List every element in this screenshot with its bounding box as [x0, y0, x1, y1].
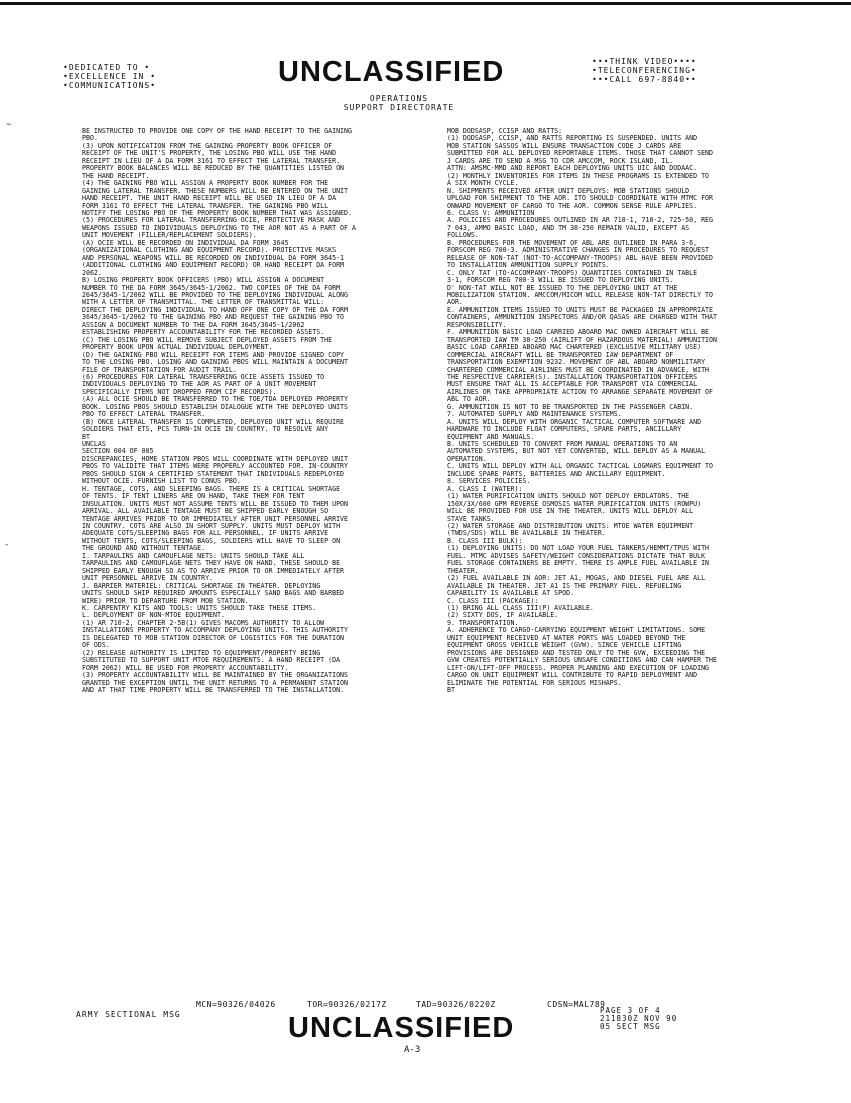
message-line: (B) ONCE LATERAL TRANSFER IS COMPLETED, DEPLOYED UNIT WILL REQUIRE [82, 418, 345, 426]
message-line: MOB STATION SASSOS WILL ENSURE TRANSACTION CODE J CARDS ARE [447, 142, 682, 150]
message-line: F. AMMUNITION BASIC LOAD CARRIED ABOARD MAC OWNED AIRCRAFT WILL BE [447, 329, 710, 337]
message-line: WILL BE PROVIDED FOR USE IN THE THEATER. UNITS WILL DEPLOY ALL [447, 508, 694, 516]
message-line: IN COUNTRY. COTS ARE ALSO IN SHORT SUPPLY. UNITS MUST DEPLOY WITH [82, 523, 341, 531]
message-line: ADEQUATE COTS/SLEEPING BAGS FOR ALL PERSONNEL. IF UNITS ARRIVE [82, 530, 329, 538]
message-line: UNIT PERSONNEL ARRIVE IN COUNTRY. [82, 575, 214, 583]
message-line: RECEIPT IN LIEU OF A DA FORM 3161 TO EFFECT THE LATERAL TRANSFER. [82, 157, 341, 165]
page-info [600, 1007, 677, 1031]
message-line: BT [447, 686, 455, 694]
message-line: FUEL STORAGE CONTAINERS BE EMPTY. THERE IS AMPLE FUEL AVAILABLE IN [447, 560, 710, 568]
message-line: ASSIGN A DOCUMENT NUMBER TO THE DA FORM 3645/3645-1/2062 [82, 321, 305, 329]
message-line: THE RESPECTIVE CARRIER(S). INSTALLATION TRANSPORTATION OFFICERS [447, 373, 698, 381]
message-line: 150X/3X/600 GPM REVERSE OSMOSIS WATER PURIFICATION UNITS (ROWPU) [447, 500, 702, 508]
message-line: (D) THE GAINING PBO WILL RECEIPT FOR ITEMS AND PROVIDE SIGNED COPY [82, 351, 345, 359]
message-line: INSULATION. UNITS MUST NOT ASSUME TENTS WILL BE ISSUED TO THEM UPON [82, 500, 348, 508]
message-body-left [82, 128, 412, 694]
message-line: (1) AR 710-2, CHAPTER 2-5B(1) GIVES MACOMS AUTHORITY TO ALLOW [82, 619, 325, 627]
message-line: CONTAINERS, AMMUNITION INSPECTORS AND/OR QASAS ARE CHARGED WITH THAT [447, 314, 717, 322]
message-line: B. PROCEDURES FOR THE MOVEMENT OF ABL ARE OUTLINED IN PARA 3-6, [447, 239, 698, 247]
motto-banner [63, 63, 183, 90]
motto-line: •COMMUNICATIONS• [63, 81, 157, 90]
message-line: HAND RECEIPT. THE UNIT HAND RECEIPT WILL BE USED IN LIEU OF A DA [82, 195, 337, 203]
message-line: OF TENTS. IF TENT LINERS ARE ON HAND, TAKE THEM FOR TENT [82, 493, 305, 501]
message-line: SECTION 004 OF 005 [82, 448, 154, 456]
message-line: COMMERCIAL AIRCRAFT WILL BE TRANSPORTED IAW DEPARTMENT OF [447, 351, 674, 359]
message-line: (C) THE LOSING PBO WILL REMOVE SUBJECT DEPLOYED ASSETS FROM THE [82, 336, 333, 344]
message-line: A. POLICIES AND PROCEDURES OUTLINED IN AR 710-1, 710-2, 725-50, REG [447, 217, 713, 225]
office-line: SUPPORT DIRECTORATE [343, 103, 455, 112]
message-line: (A) ALL OCIE SHOULD BE TRANSFERRED TO THE TOE/TDA DEPLOYED PROPERTY [82, 396, 348, 404]
message-line: PBO TO EFFECT LATERAL TRANSFER. [82, 411, 206, 419]
message-line: BE INSTRUCTED TO PROVIDE ONE COPY OF THE HAND RECEIPT TO THE GAINING [82, 128, 352, 135]
message-line: 6. CLASS V: AMMUNITION [447, 209, 535, 217]
message-line: SPECIFICALLY ITEMS NOT DROPPED FROM CIF RECORDS). [82, 388, 277, 396]
message-line: N. SHIPMENTS RECEIVED AFTER UNIT DEPLOYS: MOB STATIONS SHOULD [447, 187, 690, 195]
message-line: (2) WATER STORAGE AND DISTRIBUTION UNITS: MTOE WATER EQUIPMENT [447, 523, 694, 531]
message-line: SHIPPED EARLY ENOUGH SO AS TO ARRIVE PRIOR TO OR IMMEDIATELY AFTER [82, 567, 345, 575]
message-line: INSTALLATIONS PROPERTY TO ACCOMPANY DEPLOYING UNITS. THIS AUTHORITY [82, 627, 348, 635]
message-line: H. TENTAGE, COTS, AND SLEEPING BAGS. THERE IS A CRITICAL SHORTAGE [82, 485, 341, 493]
message-line: DIRECT THE DEPLOYING INDIVIDUAL TO HAND OFF ONE COPY OF THE DA FORM [82, 306, 348, 314]
message-line: J. BARRIER MATERIEL: CRITICAL SHORTAGE IN THEATER. DEPLOYING [82, 582, 321, 590]
promo-line: •••CALL 697-8840•• [592, 75, 697, 84]
message-line: (3) UPON NOTIFICATION FROM THE GAINING PROPERTY BOOK OFFICER OF [82, 142, 333, 150]
routing-mcn: MCN=90326/04026 [196, 1000, 276, 1009]
message-line: FUEL. MTMC ADVISES SAFETY/WEIGHT CONSIDERATIONS DICTATE THAT BULK [447, 552, 706, 560]
message-line: THE GROUND AND WITHOUT TENTAGE. [82, 545, 206, 553]
message-line: OF ODS. [82, 642, 110, 650]
message-line: C. UNITS WILL DEPLOY WITH ALL ORGANIC TACTICAL LOGMARS EQUIPMENT TO [447, 463, 713, 471]
message-line: ABL TO AOR. [447, 396, 491, 404]
message-line: ELIMINATE THE POTENTIAL FOR SERIOUS MISHAPS. [447, 679, 622, 687]
message-line: (6) PROCEDURES FOR LATERAL TRANSFERRING OCIE ASSETS ISSUED TO [82, 373, 325, 381]
message-line: ESTABLISHING PROPERTY ACCOUNTABILITY FOR THE RECORDED ASSETS. [82, 329, 325, 337]
message-line: PROVISIONS ARE DESIGNED AND TESTED ONLY TO THE GVW, EXCEEDING THE [447, 649, 706, 657]
message-line: K. CARPENTRY KITS AND TOOLS: UNITS SHOULD TAKE THESE ITEMS. [82, 605, 317, 612]
message-line: 7. AUTOMATED SUPPLY AND MAINTENANCE SYSTEMS. [447, 411, 622, 419]
message-line: FOLLOWS. [447, 232, 479, 240]
message-line: WITH A LETTER OF TRANSMITTAL. THE LETTER OF TRANSMITTAL WILL: [82, 299, 325, 307]
message-line: UNITS SHOULD SHIP REQUIRED AMOUNTS ESPECIALLY SAND BAGS AND BARBED [82, 590, 345, 598]
message-line: BASIC LOAD CARRIED ABOARD MAC CHARTERED (EXCLUSIVE MILITARY USE) [447, 344, 702, 352]
message-line: INDIVIDUALS DEPLOYING TO THE AOR AS PART OF A UNIT MOVEMENT [82, 381, 317, 389]
message-line: THE HAND RECEIPT. [82, 172, 150, 180]
message-line: 8. SERVICES POLICIES. [447, 478, 531, 486]
message-line: D' NON-TAT WILL NOT BE ISSUED TO THE DEPLOYING UNIT AT THE [447, 284, 678, 292]
message-line: MOBILIZATION STATION. AMCCOM/MICOM WILL RELEASE NON-TAT DIRECTLY TO [447, 291, 713, 299]
motto-line: •DEDICATED TO • [63, 63, 151, 72]
message-line: 7 043, AMMO BASIC LOAD, AND TM 38-250 REMAIN VALID, EXCEPT AS [447, 224, 690, 232]
scan-mark: ~ [6, 120, 12, 130]
message-line: FORSCOM REG 700-3. ADMINISTRATIVE CHANGES IN PROCEDURES TO REQUEST [447, 247, 710, 255]
message-line: (2) SIXTY DOS, IF AVAILABLE. [447, 612, 559, 620]
classification-header: UNCLASSIFIED [278, 56, 505, 88]
message-line: UNIT MOVEMENT (FILLER/REPLACEMENT SOLDIERS). [82, 232, 257, 240]
page-info-line: 211830Z NOV 90 [600, 1014, 678, 1023]
message-line: AUTOMATED SYSTEMS, BUT NOT YET CONVERTED, WILL DEPLOY AS A MANUAL [447, 448, 706, 456]
message-line: CARGO ON UNIT EQUIPMENT WILL CONTRIBUTE TO RAPID DEPLOYMENT AND [447, 672, 698, 680]
message-line: IS DELEGATED TO MOB STATION DIRECTOR OF LOGISTICS FOR THE DURATION [82, 634, 345, 642]
message-line: (4) THE GAINING PBO WILL ASSIGN A PROPERTY BOOK NUMBER FOR THE [82, 180, 329, 188]
message-line: NOTIFY THE LOSING PBO OF THE PROPERTY BOOK NUMBER THAT WAS ASSIGNED. [82, 209, 352, 217]
message-line: J CARDS ARE TO SEND A MSG TO CDR AMCCOM, ROCK ISLAND, IL. [447, 157, 674, 165]
message-line: C. CLASS III (PACKAGE): [447, 597, 539, 605]
message-line: BOOK. LOSING PBOS SHOULD ESTABLISH DIALOGUE WITH THE DEPLOYED UNITS [82, 403, 348, 411]
message-line: AOR. [447, 299, 463, 307]
message-line: 2062. [82, 269, 102, 277]
message-line: (ORGANIZATIONAL CLOTHING AND EQUIPMENT RECORD). PROTECTIVE MASKS [82, 247, 337, 255]
message-line: L. DEPLOYMENT OF NON-MTOE EQUIPMENT. [82, 612, 225, 620]
message-line: I. TARPAULINS AND CAMOUFLAGE NETS: UNITS SHOULD TAKE ALL [82, 552, 305, 560]
office-line: OPERATIONS [369, 94, 429, 103]
message-line: 3645/3645-1/2062 TO THE GAINING PBO AND REQUEST THE GAINING PBO TO [82, 314, 345, 322]
message-type: ARMY SECTIONAL MSG [76, 1010, 181, 1019]
message-line: OPERATION. [447, 455, 487, 463]
message-line: GRANTED THE EXCEPTION UNTIL THE UNIT RETURNS TO A PERMANENT STATION [82, 679, 348, 687]
message-line: MOB DODSASP, CCISP AND RATTS: [447, 128, 563, 135]
message-line: (3) PROPERTY ACCOUNTABILITY WILL BE MAINTAINED BY THE ORGANIZATIONS [82, 672, 348, 680]
message-line: (A) OCIE WILL BE RECORDED ON INDIVIDUAL DA FORM 3645 [82, 239, 289, 247]
message-line: PBOS SHOULD SIGN A CERTIFIED STATEMENT THAT INDIVIDUALS REDEPLOYED [82, 470, 345, 478]
message-line: HARDWARE TO INCLUDE FLOAT COMPUTERS, SPARE PARTS, ANCILLARY [447, 426, 682, 434]
message-line: (1) DEPLOYING UNITS: DO NOT LOAD YOUR FUEL TANKERS/HEMMT/TPUS WITH [447, 545, 710, 553]
message-line: AIRLINES OR TAKE APPROPRIATE ACTION TO ARRANGE SEPARATE MOVEMENT OF [447, 388, 713, 396]
message-line: AND PERSONAL WEAPONS WILL BE RECORDED ON INDIVIDUAL DA FORM 3645-1 [82, 254, 345, 262]
message-line: EQUIPMENT GROSS VEHICLE WEIGHT (GVW). SINCE VEHICLE LIFTING [447, 642, 682, 650]
scan-mark: - [4, 540, 10, 550]
message-line: INCLUDE SPARE PARTS, BATTERIES AND ANCILLARY EQUIPMENT. [447, 470, 666, 478]
page-info-line: 05 SECT MSG [600, 1022, 661, 1031]
message-line: FORM 3161 TO EFFECT THE LATERAL TRANSFER. THE GAINING PBO WILL [82, 202, 329, 210]
message-line: WEAPONS ISSUED TO INDIVIDUALS DEPLOYING TO THE AOR NOT AS A PART OF A [82, 224, 356, 232]
message-line: B. UNITS SCHEDULED TO CONVERT FROM MANUAL OPERATIONS TO AN [447, 441, 678, 449]
message-line: TRANSPORTATION EXEMPTION 9232. MOVEMENT OF ABL ABOARD NONMILITARY [447, 359, 706, 367]
message-line: WIRE) PRIOR TO DEPARTURE FROM MOB STATION. [82, 597, 249, 605]
message-line: BT [82, 433, 90, 441]
classification-footer: UNCLASSIFIED [288, 1012, 515, 1044]
message-line: DISCREPANCIES, HOME STATION PBOS WILL COORDINATE WITH DEPLOYED UNIT [82, 455, 348, 463]
message-line: TO INSTALLATION AMMUNITION SUPPLY POINTS. [447, 262, 610, 270]
top-rule [0, 2, 851, 5]
message-line: EQUIPMENT AND MANUALS. [447, 433, 535, 441]
message-line: 3-1, FORSCOM REG 700-3 WILL BE ISSUED TO DEPLOYING UNITS. [447, 277, 674, 285]
message-line: (1) BRING ALL CLASS III(P) AVAILABLE. [447, 605, 594, 612]
message-line: PROPERTY BOOK UPON ACTUAL INDIVIDUAL DEPLOYMENT. [82, 344, 273, 352]
message-line: B) LOSING PROPERTY BOOK OFFICERS (PBO) WILL ASSIGN A DOCUMENT [82, 277, 325, 285]
message-line: PBO. [82, 135, 98, 143]
message-line: A. CLASS I (WATER): [447, 485, 523, 493]
message-line: SOLDIERS THAT ETS, PCS TURN-IN OCIE IN COUNTRY. TO RESOLVE ANY [82, 426, 329, 434]
routing-tad: TAD=90326/0220Z [416, 1000, 496, 1009]
message-line: RECEIPT OF THE UNIT'S PROPERTY, THE LOSING PBO WILL USE THE HAND [82, 150, 337, 158]
message-line: SUBSTITUTED TO SUPPORT UNIT MTOE REQUIREMENTS. A HAND RECEIPT (DA [82, 657, 341, 665]
message-line: C. ONLY TAT (TO-ACCOMPANY-TROOPS) QUANTITIES CONTAINED IN TABLE [447, 269, 698, 277]
message-line: ARRIVAL. ALL AVAILABLE TENTAGE MUST BE SHIPPED EARLY ENOUGH SO [82, 508, 329, 516]
message-line: (5) PROCEDURES FOR LATERAL TRANSFERRING OCIE, PROTECTIVE MASK AND [82, 217, 341, 225]
motto-line: •EXCELLENCE IN • [63, 72, 157, 81]
message-line: AVAILABLE IN THEATER. JET A1 IS THE PRIMARY FUEL. REFUELING [447, 582, 682, 590]
routing-tor: TOR=90326/0217Z [307, 1000, 387, 1009]
message-line: A. ADHERENCE TO CARGO-CARRYING EQUIPMENT WEIGHT LIMITATIONS. SOME [447, 627, 706, 635]
message-line: GAINING LATERAL TRANSFER. THESE NUMBERS WILL BE ENTERED ON THE UNIT [82, 187, 348, 195]
message-line: PBOS TO VALIDITE THAT ITEMS WERE PROPERLY ACCOUNTED FOR. IN-COUNTRY [82, 463, 348, 471]
message-body-right [447, 128, 782, 694]
office-heading [300, 94, 498, 112]
message-line: ATTN: AMSMC-MMD AND REPORT EACH DEPLOYING UNITS UIC AND DODAAC. [447, 165, 698, 173]
message-line: CHARTERED COMMERCIAL AIRLINES MUST BE COORDINATED IN ADVANCE, WITH [447, 366, 710, 374]
message-line: PROPERTY BOOK BALANCES WILL BE REDUCED BY THE QUANTITIES LISTED ON [82, 165, 345, 173]
message-line: GVW CREATES POTENTIALLY SERIOUS UNSAFE CONDITIONS AND CAN HAMPER THE [447, 657, 717, 665]
message-line: NUMBER TO THE DA FORM 3645/3645-1/2062. TWO COPIES OF THE DA FORM [82, 284, 341, 292]
promo-banner [592, 57, 742, 84]
message-line: UPLOAD FOR SHIPMENT TO THE AOR. ITO SHOULD COORDINATE WITH MTMC FOR [447, 195, 713, 203]
message-line: 2645/3645-1/2062 WILL BE PROVIDED TO THE DEPLOYING INDIVIDUAL ALONG [82, 291, 348, 299]
message-line: TO THE LOSING PBO. LOSING AND GAINING PBOS WILL MAINTAIN A DOCUMENT [82, 359, 348, 367]
message-line: WITHOUT OCIE. FURNISH LIST TO CONUS PBO. [82, 478, 241, 486]
message-line: STAVE TANKS. [447, 515, 495, 523]
message-line: (2) FUEL AVAILABLE IN AOR: JET A1, MOGAS, AND DIESEL FUEL ARE ALL [447, 575, 706, 583]
message-line: FORM 2062) WILL BE USED FOR PROPERTY ACCOUNTABILITY. [82, 664, 289, 672]
message-line: LIFT-ON/LIFT-OFF PROCESS. PROPER PLANNING AND EXECUTION OF LOADING [447, 664, 710, 672]
message-line: UNIT EQUIPMENT RECEIVED AT WATER PORTS WAS LOADED BEYOND THE [447, 634, 686, 642]
page-number: A-3 [404, 1045, 421, 1055]
message-line: AND AT THAT TIME PROPERTY WILL BE TRANSFERRED TO THE INSTALLATION. [82, 686, 345, 694]
message-line: (2) MONTHLY INVENTORIES FOR ITEMS IN THESE PROGRAMS IS EXTENDED TO [447, 172, 710, 180]
message-line: CAPABILITY IS AVAILABLE AT SPOD. [447, 590, 575, 598]
message-line: 9. TRANSPORTATION. [447, 619, 519, 627]
message-line: ONWARD MOVEMENT OF CARGO TO THE AOR. COMMON SENSE RULE APPLIES. [447, 202, 698, 210]
promo-line: •••THINK VIDEO•••• [592, 57, 697, 66]
message-line: RELEASE OF NON-TAT (NOT-TO-ACCOMPANY-TROOPS) ABL HAVE BEEN PROVIDED [447, 254, 713, 262]
message-line: RESPONSIBILITY. [447, 321, 507, 329]
message-line: A. UNITS WILL DEPLOY WITH ORGANIC TACTICAL COMPUTER SOFTWARE AND [447, 418, 702, 426]
message-line: TARPAULINS AND CAMOUFLAGE NETS THEY HAVE ON HAND. THESE SHOULD BE [82, 560, 341, 568]
message-line: FILE OF TRANSPORTATION FOR AUDIT TRAIL. [82, 366, 237, 374]
message-line: (2) RELEASE AUTHORITY IS LIMITED TO EQUIPMENT/PROPERTY BEING [82, 649, 321, 657]
message-line: (1) DODSASP, CCISP, AND RATTS REPORTING IS SUSPENDED. UNITS AND [447, 135, 698, 143]
promo-line: •TELECONFERENCING• [592, 66, 697, 75]
message-line: A SIX MONTH CYCLE. [447, 180, 519, 188]
message-line: SUBMITTED FOR ALL DEPLOYED REPORTABLE ITEMS. THOSE THAT CANNOT SEND [447, 150, 713, 158]
message-line: UNCLAS [82, 441, 106, 449]
message-line: (TWDS/SDS) WILL BE AVAILABLE IN THEATER. [447, 530, 606, 538]
message-line: WITHOUT TENTS, COTS/SLEEPING BAGS, SOLDIERS WILL HAVE TO SLEEP ON [82, 537, 341, 545]
message-line: THEATER. [447, 567, 479, 575]
message-line: MUST ENSURE THAT ALL IS ACCEPTABLE FOR TRANSPORT VIA COMMERCIAL [447, 381, 698, 389]
page-info-line: PAGE 3 OF 4 [600, 1006, 661, 1015]
message-line: TENTAGE ARRIVES PRIOR TO OR IMMEDIATELY AFTER UNIT PERSONNEL ARRIVE [82, 515, 348, 523]
message-line: B. CLASS III BULK): [447, 537, 523, 545]
message-line: (ADDITIONAL CLOTHING AND EQUIPMENT RECORD) OR HAND RECEIPT DA FORM [82, 262, 345, 270]
message-line: TRANSPORTED IAW TM 38-250 (AIRLIFT OF HAZARDOUS MATERIAL) AMMUNITION [447, 336, 717, 344]
message-line: E. AMMUNITION ITEMS ISSUED TO UNITS MUST BE PACKAGED IN APPROPRIATE [447, 306, 713, 314]
message-line: G. AMMUNITION IS NOT TO BE TRANSPORTED IN THE PASSENGER CABIN. [447, 403, 694, 411]
message-line: (1) WATER PURIFICATION UNITS SHOULD NOT DEPLOY ERDLATORS. THE [447, 493, 690, 501]
routing-cdsn: CDSN=MAL789 [547, 1000, 606, 1009]
